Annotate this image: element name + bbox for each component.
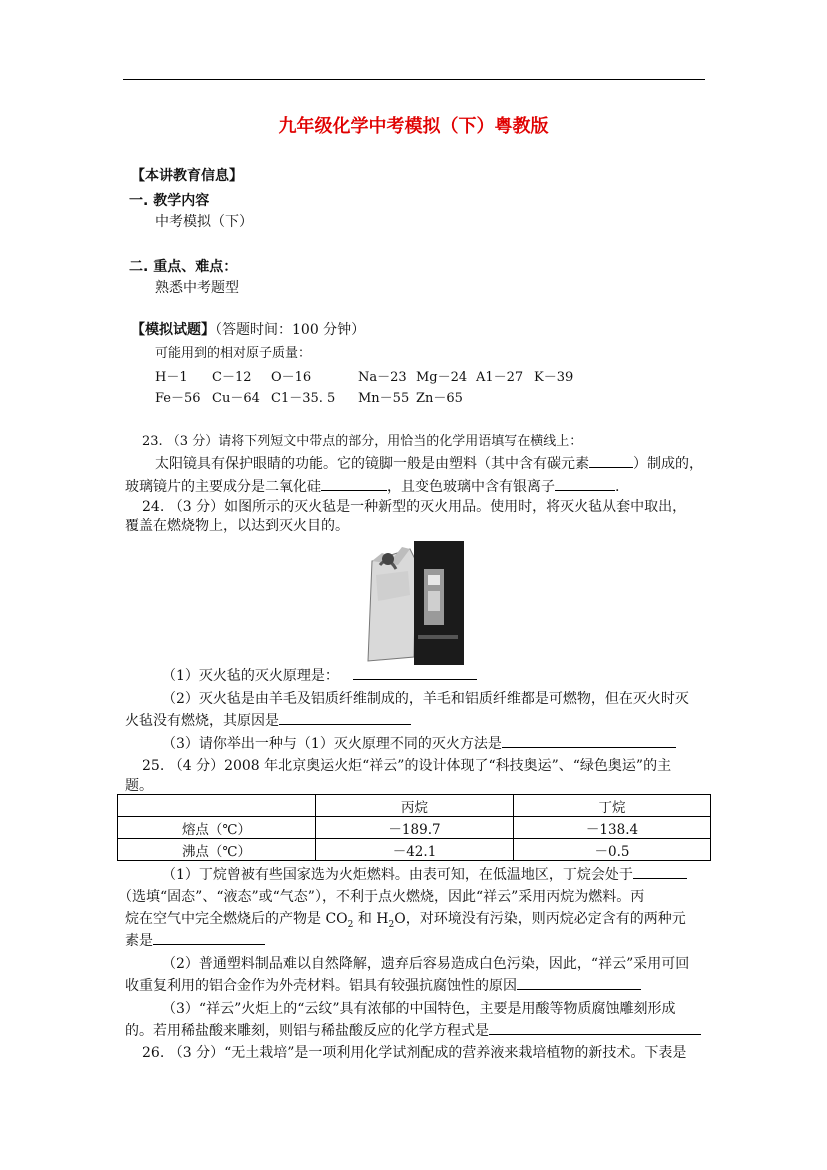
subscript: 2 bbox=[388, 919, 395, 930]
q25-stem-1: 25. （4 分）2008 年北京奥运火炬“祥云”的设计体现了“科技奥运”、“绿色奥运”的主 bbox=[142, 758, 672, 774]
info-heading: 【本讲教育信息】 bbox=[131, 168, 243, 184]
q24-stem-2: 覆盖在燃烧物上，以达到灭火目的。 bbox=[125, 518, 349, 534]
subscript: 2 bbox=[347, 919, 354, 930]
q25-p3-line1: （3）“祥云”火炬上的“云纹”具有浓郁的中国特色，主要是用酸等物质腐蚀雕刻形成 bbox=[162, 1001, 676, 1017]
answer-blank[interactable] bbox=[502, 733, 676, 748]
answer-blank[interactable] bbox=[489, 1020, 701, 1035]
q25-text: 的。若用稀盐酸来雕刻，则铝与稀盐酸反应的化学方程式是 bbox=[125, 1023, 489, 1039]
table-cell: －0.5 bbox=[514, 839, 711, 861]
answer-blank[interactable] bbox=[517, 975, 641, 990]
document-title: 九年级化学中考模拟（下）粤教版 bbox=[278, 116, 549, 137]
table-row bbox=[118, 817, 711, 839]
q25-text: （1）丁烷曾被有些国家选为火炬燃料。由表可知，在低温地区，丁烷会处于 bbox=[162, 867, 633, 883]
atomic-mass: Cu－64 bbox=[212, 391, 260, 406]
q23-line2 bbox=[125, 476, 619, 496]
atomic-mass: H－1 bbox=[155, 370, 188, 385]
atomic-mass: A1－27 bbox=[476, 370, 524, 385]
atomic-mass: O－16 bbox=[271, 370, 312, 385]
table-cell: 沸点（℃） bbox=[118, 839, 316, 861]
table-cell: －189.7 bbox=[316, 817, 514, 839]
answer-blank[interactable] bbox=[153, 930, 265, 945]
q25-p1-line2: （选填“固态”、“液态”或“气态”），不利于点火燃烧，因此“祥云”采用丙烷为燃料。丙 bbox=[118, 889, 645, 905]
section2-heading: 二. 重点、难点： bbox=[129, 259, 238, 275]
answer-blank[interactable] bbox=[555, 476, 615, 491]
fire-blanket-photo bbox=[358, 535, 466, 665]
q25-text: O，对环境没有污染，则丙烷必定含有的两种元 bbox=[394, 911, 686, 927]
answer-blank[interactable] bbox=[321, 476, 387, 491]
table-cell: －42.1 bbox=[316, 839, 514, 861]
properties-table bbox=[117, 794, 711, 861]
q24-sub2-line1: （2）灭火毡是由羊毛及铝质纤维制成的，羊毛和铝质纤维都是可燃物，但在灭火时灭 bbox=[162, 691, 689, 707]
table-row bbox=[118, 839, 711, 861]
atomic-mass: Fe－56 bbox=[155, 391, 201, 406]
atomic-mass: Mg－24 bbox=[416, 370, 468, 385]
q23-stem: 23. （3 分）请将下列短文中带点的部分，用恰当的化学用语填写在横线上： bbox=[142, 434, 583, 449]
atomic-mass-intro: 可能用到的相对原子质量： bbox=[155, 346, 312, 361]
q23-text: ）制成的， bbox=[633, 456, 703, 472]
exam-heading-line bbox=[131, 319, 365, 339]
q24-text: （3）请你举出一种与（1）灭火原理不同的灭火方法是 bbox=[162, 736, 502, 752]
q24-stem-1: 24. （3 分）如图所示的灭火毡是一种新型的灭火用品。使用时，将灭火毡从套中取出， bbox=[142, 499, 687, 515]
q25-stem-2: 题。 bbox=[125, 778, 153, 794]
q24-sub2-line2 bbox=[125, 710, 411, 730]
q25-p2-line2 bbox=[125, 975, 641, 995]
answer-blank[interactable] bbox=[279, 710, 411, 725]
q26-stem-1: 26. （3 分）“无土栽培”是一项利用化学试剂配成的营养液来栽培植物的新技术。下表是 bbox=[142, 1045, 687, 1061]
q23-text: . bbox=[615, 479, 620, 495]
section1-heading: 一. 教学内容 bbox=[129, 193, 210, 209]
answer-blank[interactable] bbox=[353, 665, 477, 680]
table-header-row bbox=[118, 795, 711, 817]
q23-text: ，且变色玻璃中含有银离子 bbox=[387, 479, 555, 495]
table-cell: 熔点（℃） bbox=[118, 817, 316, 839]
atomic-mass: C1－35. 5 bbox=[271, 391, 336, 406]
top-rule bbox=[123, 79, 705, 80]
q24-text: 火毡没有燃烧，其原因是 bbox=[125, 713, 279, 729]
table-header-cell: 丙烷 bbox=[316, 795, 514, 817]
table-cell: －138.4 bbox=[514, 817, 711, 839]
q25-p1-line1 bbox=[162, 864, 687, 884]
q23-text: 玻璃镜片的主要成分是二氧化硅 bbox=[125, 479, 321, 495]
q25-p1-line4 bbox=[125, 930, 265, 950]
table-header-cell: 丁烷 bbox=[514, 795, 711, 817]
q25-p3-line2 bbox=[125, 1020, 701, 1040]
q25-text: 素是 bbox=[125, 933, 153, 949]
q23-text: 太阳镜具有保护眼睛的功能。它的镜脚一般是由塑料（其中含有碳元素 bbox=[155, 456, 589, 472]
exam-time: （答题时间：100 分钟） bbox=[215, 322, 366, 338]
answer-blank[interactable] bbox=[589, 453, 633, 468]
atomic-mass: Mn－55 bbox=[358, 391, 410, 406]
q23-line1 bbox=[155, 453, 703, 473]
q24-text: （1）灭火毡的灭火原理是： bbox=[162, 668, 339, 684]
answer-blank[interactable] bbox=[633, 864, 687, 879]
table-header-cell bbox=[118, 795, 316, 817]
q24-sub3 bbox=[162, 733, 676, 753]
q25-text: 烷在空气中完全燃烧后的产物是 CO bbox=[125, 911, 348, 927]
atomic-mass: C－12 bbox=[212, 370, 252, 385]
q24-sub1 bbox=[162, 665, 477, 685]
q25-p1-line3 bbox=[125, 908, 686, 930]
q25-text: 和 H bbox=[353, 911, 389, 927]
atomic-mass: K－39 bbox=[534, 370, 574, 385]
section2-content: 熟悉中考题型 bbox=[155, 280, 239, 296]
q25-text: 收重复利用的铝合金作为外壳材料。铝具有较强抗腐蚀性的原因 bbox=[125, 978, 517, 994]
atomic-mass: Na－23 bbox=[358, 370, 407, 385]
section1-content: 中考模拟（下） bbox=[155, 214, 253, 230]
atomic-mass: Zn－65 bbox=[416, 391, 463, 406]
exam-heading: 【模拟试题】 bbox=[131, 322, 215, 338]
q25-p2-line1: （2）普通塑料制品难以自然降解，遗弃后容易造成白色污染，因此，“祥云”采用可回 bbox=[162, 956, 690, 972]
